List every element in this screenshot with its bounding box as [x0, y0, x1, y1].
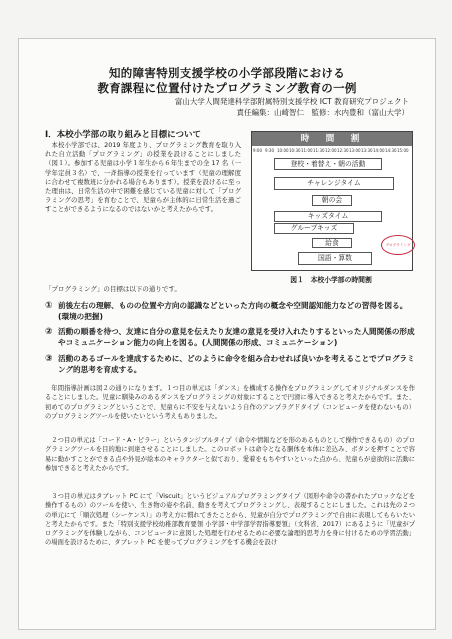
- title-line-2: 教育課程に位置付けたプログラミング教育の一例: [97, 81, 357, 95]
- tick-label: 12:00: [325, 148, 337, 153]
- goal-marker: ①: [45, 301, 53, 311]
- block-morning-meeting: 朝の会: [312, 195, 352, 206]
- tick-label: 15:00: [397, 148, 409, 153]
- goal-marker: ③: [45, 354, 53, 364]
- authors: 責任編集：山崎智仁 監修：水内豊和（富山大学）: [236, 108, 409, 117]
- goal-marker: ②: [45, 327, 53, 337]
- schedule-timeline: [252, 147, 412, 156]
- tick-label: 9:30: [265, 148, 274, 153]
- schedule-title: 時 間 割: [252, 132, 412, 146]
- goal-item-3: [45, 354, 415, 375]
- title-line-1: 知的障害特別支援学校の小学部段階における: [109, 66, 345, 80]
- programming-circle: プログラミング: [381, 235, 415, 255]
- tick-label: 13:00: [349, 148, 361, 153]
- block-group-kids: グループキッズ: [274, 223, 354, 234]
- tick-label: 10:00: [277, 148, 289, 153]
- block-subjects: 国語・算数: [298, 252, 372, 265]
- tick-label: 11:30: [313, 148, 325, 153]
- schedule-figure: [251, 131, 413, 271]
- tick-label: 9:00: [253, 148, 262, 153]
- figure-caption: 図１ 本校小学部の時間割: [290, 276, 372, 284]
- document-page: [18, 38, 436, 630]
- block-lunch: 給食: [312, 238, 352, 248]
- affiliation: 富山大学人間発達科学部附属特別支援学校 ICT 教育研究プロジェクト: [174, 97, 409, 106]
- tick-label: 12:30: [337, 148, 349, 153]
- goal-text: 活動のあるゴールを達成するために、どのように命令を組み合わせれば良いかを考えることでプログラミング的思考を育成する。: [58, 354, 415, 374]
- goal-text: 前後左右の理解、ものの位置や方向の認識などといった方向の概念や空間認知能力などの習得を図る。(環境の把握): [58, 301, 408, 321]
- tick-label: 14:30: [385, 148, 397, 153]
- block-challenge-time: チャレンジタイム: [274, 177, 394, 190]
- tick-label: 13:30: [361, 148, 373, 153]
- tick-label: 14:00: [373, 148, 385, 153]
- paragraph-1: 年間指導計画は図２の通りになります。１つ目の単元は「ダンス」を構成する操作をプログラミングしてオリジナルダンスを作ることにしました。児童に馴染みのあるダンスをプログラミングの対象にすることで円滑に導入できると考えたからです。また、初めてのプログラミングということで、児童らに不安を与えないよう自作のアンプラグドタイプ（コンピュータを使わないもの）のプログラミングツールを使いたいという考えもありました。: [45, 385, 415, 420]
- goal-item-2: [45, 327, 415, 348]
- paragraph-3: ３つ目の単元はタブレット PC にて「Viscuit」というビジュアルプログラミングタイプ（図形や命令の書かれたブロックなどを操作するもの）のツールを使い、生き物の姿や名前、動きを考えてプログラミングし、表現することにしました。これは先の２つの単元にて「順次処理（シーケンス）」の考え方に慣れてきたことから、児童が自分でプログラミングで自由に表現してもらいたいと考えたからです。また「特別支援学校幼稚部教育要領 小学部・中学部学習指導要領」（文科省、2017）にあるように「児童がプログラミングを体験しながら、コンピュータに意図した処理を行わせるために必要な論理的思考力を身に付けるための学習活動」の場面を設けるために、タブレット PC を使ってプログラミングをする機会を設け: [45, 493, 415, 547]
- section-body: 本校小学部では、2019 年度より、プログラミング教育を取り入れた自立活動「プログラミング」の授業を設けることにしました（図１）。参加する児童は小学１年生から６年生までの全 17 名（一学年定員３名）で、一斉指導の授業を行っています（児童の理解度に合わせて複数班に分かれる場合もあります）。授業を設けるに至った理由は、日常生活の中で困難を感じている児童に対して「プログラミングの思考」を育むことで、児童らが主体的に日常生活を過ごすことができるようになるのではないかと考えたからです。: [45, 141, 241, 214]
- section-heading: Ⅰ．本校小学部の取り組みと目標について: [45, 130, 201, 140]
- goal-text: 活動の順番を待つ、友達に自分の意見を伝えたり友達の意見を受け入れたりするといった人間関係の形成やコミュニケーション能力の向上を図る。(人間関係の形成、コミュニケーション): [58, 327, 415, 347]
- goal-item-1: [45, 301, 415, 322]
- tick-label: 10:30: [289, 148, 301, 153]
- paragraph-2: ２つ目の単元は「コード・A・ピラー」というタンジブルタイプ（命令や情報などを形のあるものとして操作できるもの）のプログラミングツールを目的地に到達させることにしました。このロボットは命令となる胴体を本体に差込み、ボタンを押すことで容易に動かすことができる点や外見が絵本のキャラクターと似ており、愛着をもちやすいといった点から、児童らが意欲的に活動に参加できると考えたからです。: [45, 437, 415, 472]
- block-kids-time: キッズタイム: [274, 211, 382, 222]
- block-morning: 登校・着替え・朝の活動: [274, 158, 382, 170]
- goal-intro: 「プログラミング」の目標は以下の通りです。: [45, 285, 181, 293]
- tick-label: 11:00: [301, 148, 313, 153]
